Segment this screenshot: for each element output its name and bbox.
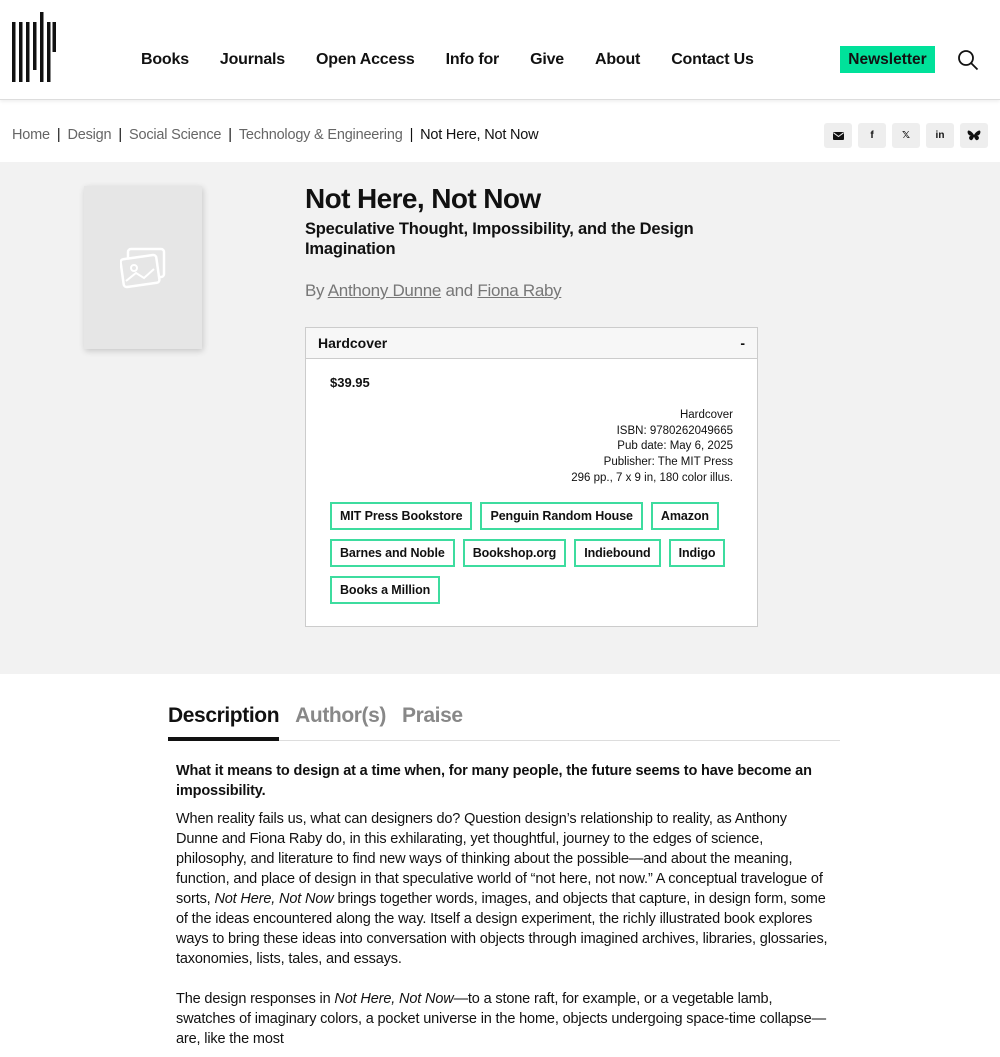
- nav-books[interactable]: Books: [141, 51, 189, 68]
- breadcrumb-separator: |: [409, 127, 414, 143]
- image-placeholder-icon: [120, 247, 166, 289]
- nav-give[interactable]: Give: [530, 51, 564, 68]
- retailer-button[interactable]: Amazon: [651, 502, 719, 530]
- retailer-button[interactable]: Bookshop.org: [463, 539, 567, 567]
- format-accordion-header[interactable]: [306, 328, 757, 359]
- breadcrumb-design[interactable]: Design: [67, 127, 112, 143]
- collapse-toggle[interactable]: -: [740, 335, 745, 351]
- retailer-links: [330, 502, 740, 604]
- byline-prefix: By: [305, 281, 325, 300]
- nav-about[interactable]: About: [594, 51, 641, 68]
- breadcrumb-technology-engineering[interactable]: Technology & Engineering: [238, 127, 403, 143]
- retailer-button[interactable]: Indigo: [669, 539, 726, 567]
- tab-authors[interactable]: Author(s): [295, 704, 387, 727]
- breadcrumb-current: Not Here, Not Now: [420, 127, 539, 143]
- main-nav: [141, 50, 785, 70]
- breadcrumb-social-science[interactable]: Social Science: [128, 127, 222, 143]
- search-icon[interactable]: [957, 49, 979, 71]
- book-title: Not Here, Not Now: [305, 183, 541, 214]
- share-bar: [824, 123, 988, 148]
- tab-description[interactable]: Description: [168, 704, 279, 741]
- nav-journals[interactable]: Journals: [219, 51, 285, 68]
- description-paragraph: The design responses in Not Here, Not Now—to a stone raft, for example, or a vegetable lamb, swatches of imaginary colors, a pocket universe in the home, objects undergoing space-time collapse—are, like the most: [176, 991, 826, 1047]
- author-link[interactable]: Fiona Raby: [477, 281, 562, 300]
- detail-isbn: ISBN: 9780262049665: [616, 424, 733, 437]
- breadcrumb-home[interactable]: Home: [12, 127, 50, 143]
- book-details: [571, 408, 733, 487]
- byline-and: and: [445, 281, 473, 300]
- detail-format: Hardcover: [679, 409, 733, 421]
- linkedin-icon[interactable]: in: [926, 123, 954, 148]
- retailer-button[interactable]: MIT Press Bookstore: [330, 502, 472, 530]
- detail-pub-date: Pub date: May 6, 2025: [617, 440, 733, 453]
- retailer-button[interactable]: Barnes and Noble: [330, 539, 455, 567]
- retailer-button[interactable]: Indiebound: [574, 539, 660, 567]
- nav-contact-us[interactable]: Contact Us: [671, 51, 754, 68]
- description-paragraph: When reality fails us, what can designers do? Question design’s relationship to reality, as Anthony Dunne and Fiona Raby do, in this exhilarating, yet thoughtful, journey to the edges of science, philosophy, and literature to find new ways of thinking about the possible—and about the meaning, function, and place of design in that speculative world of “not here, not now.” A conceptual travelogue of sorts, Not Here, Not Now brings together words, images, and objects that capture, in design form, some of the ideas encountered along the way. Itself a design experiment, the richly illustrated book explores ways to bring these ideas into conversation with objects through imagined archives, libraries, glossaries, taxonomies, lists, tales, and essays.: [176, 811, 828, 967]
- bluesky-icon[interactable]: [960, 123, 988, 148]
- breadcrumb-separator: |: [56, 127, 61, 143]
- description-body: [176, 761, 828, 1057]
- site-header: [0, 0, 1000, 100]
- format-label: Hardcover: [318, 335, 388, 351]
- detail-pages: 296 pp., 7 x 9 in, 180 color illus.: [571, 471, 733, 484]
- mit-press-logo[interactable]: [12, 12, 56, 82]
- book-price: $39.95: [330, 375, 370, 390]
- tab-praise[interactable]: Praise: [402, 704, 463, 727]
- book-cover-placeholder: [84, 186, 202, 349]
- content-tabs: [168, 704, 840, 741]
- retailer-button[interactable]: Books a Million: [330, 576, 440, 604]
- x-icon[interactable]: 𝕏: [892, 123, 920, 148]
- book-byline: [305, 281, 561, 301]
- breadcrumb: [12, 127, 538, 143]
- breadcrumb-separator: |: [228, 127, 232, 143]
- facebook-icon[interactable]: f: [858, 123, 886, 148]
- detail-publisher: Publisher: The MIT Press: [603, 456, 733, 469]
- email-icon[interactable]: [824, 123, 852, 148]
- breadcrumb-separator: |: [118, 127, 122, 143]
- book-subtitle: Speculative Thought, Impossibility, and the Design Imagination: [305, 220, 694, 258]
- nav-info-for[interactable]: Info for: [445, 51, 500, 68]
- nav-open-access[interactable]: Open Access: [316, 51, 415, 68]
- description-lead: What it means to design at a time when, for many people, the future seems to have become an impossibility.: [176, 763, 812, 799]
- retailer-button[interactable]: Penguin Random House: [480, 502, 642, 530]
- author-link[interactable]: Anthony Dunne: [327, 281, 442, 300]
- newsletter-button[interactable]: Newsletter: [840, 46, 935, 73]
- format-panel: [305, 327, 758, 627]
